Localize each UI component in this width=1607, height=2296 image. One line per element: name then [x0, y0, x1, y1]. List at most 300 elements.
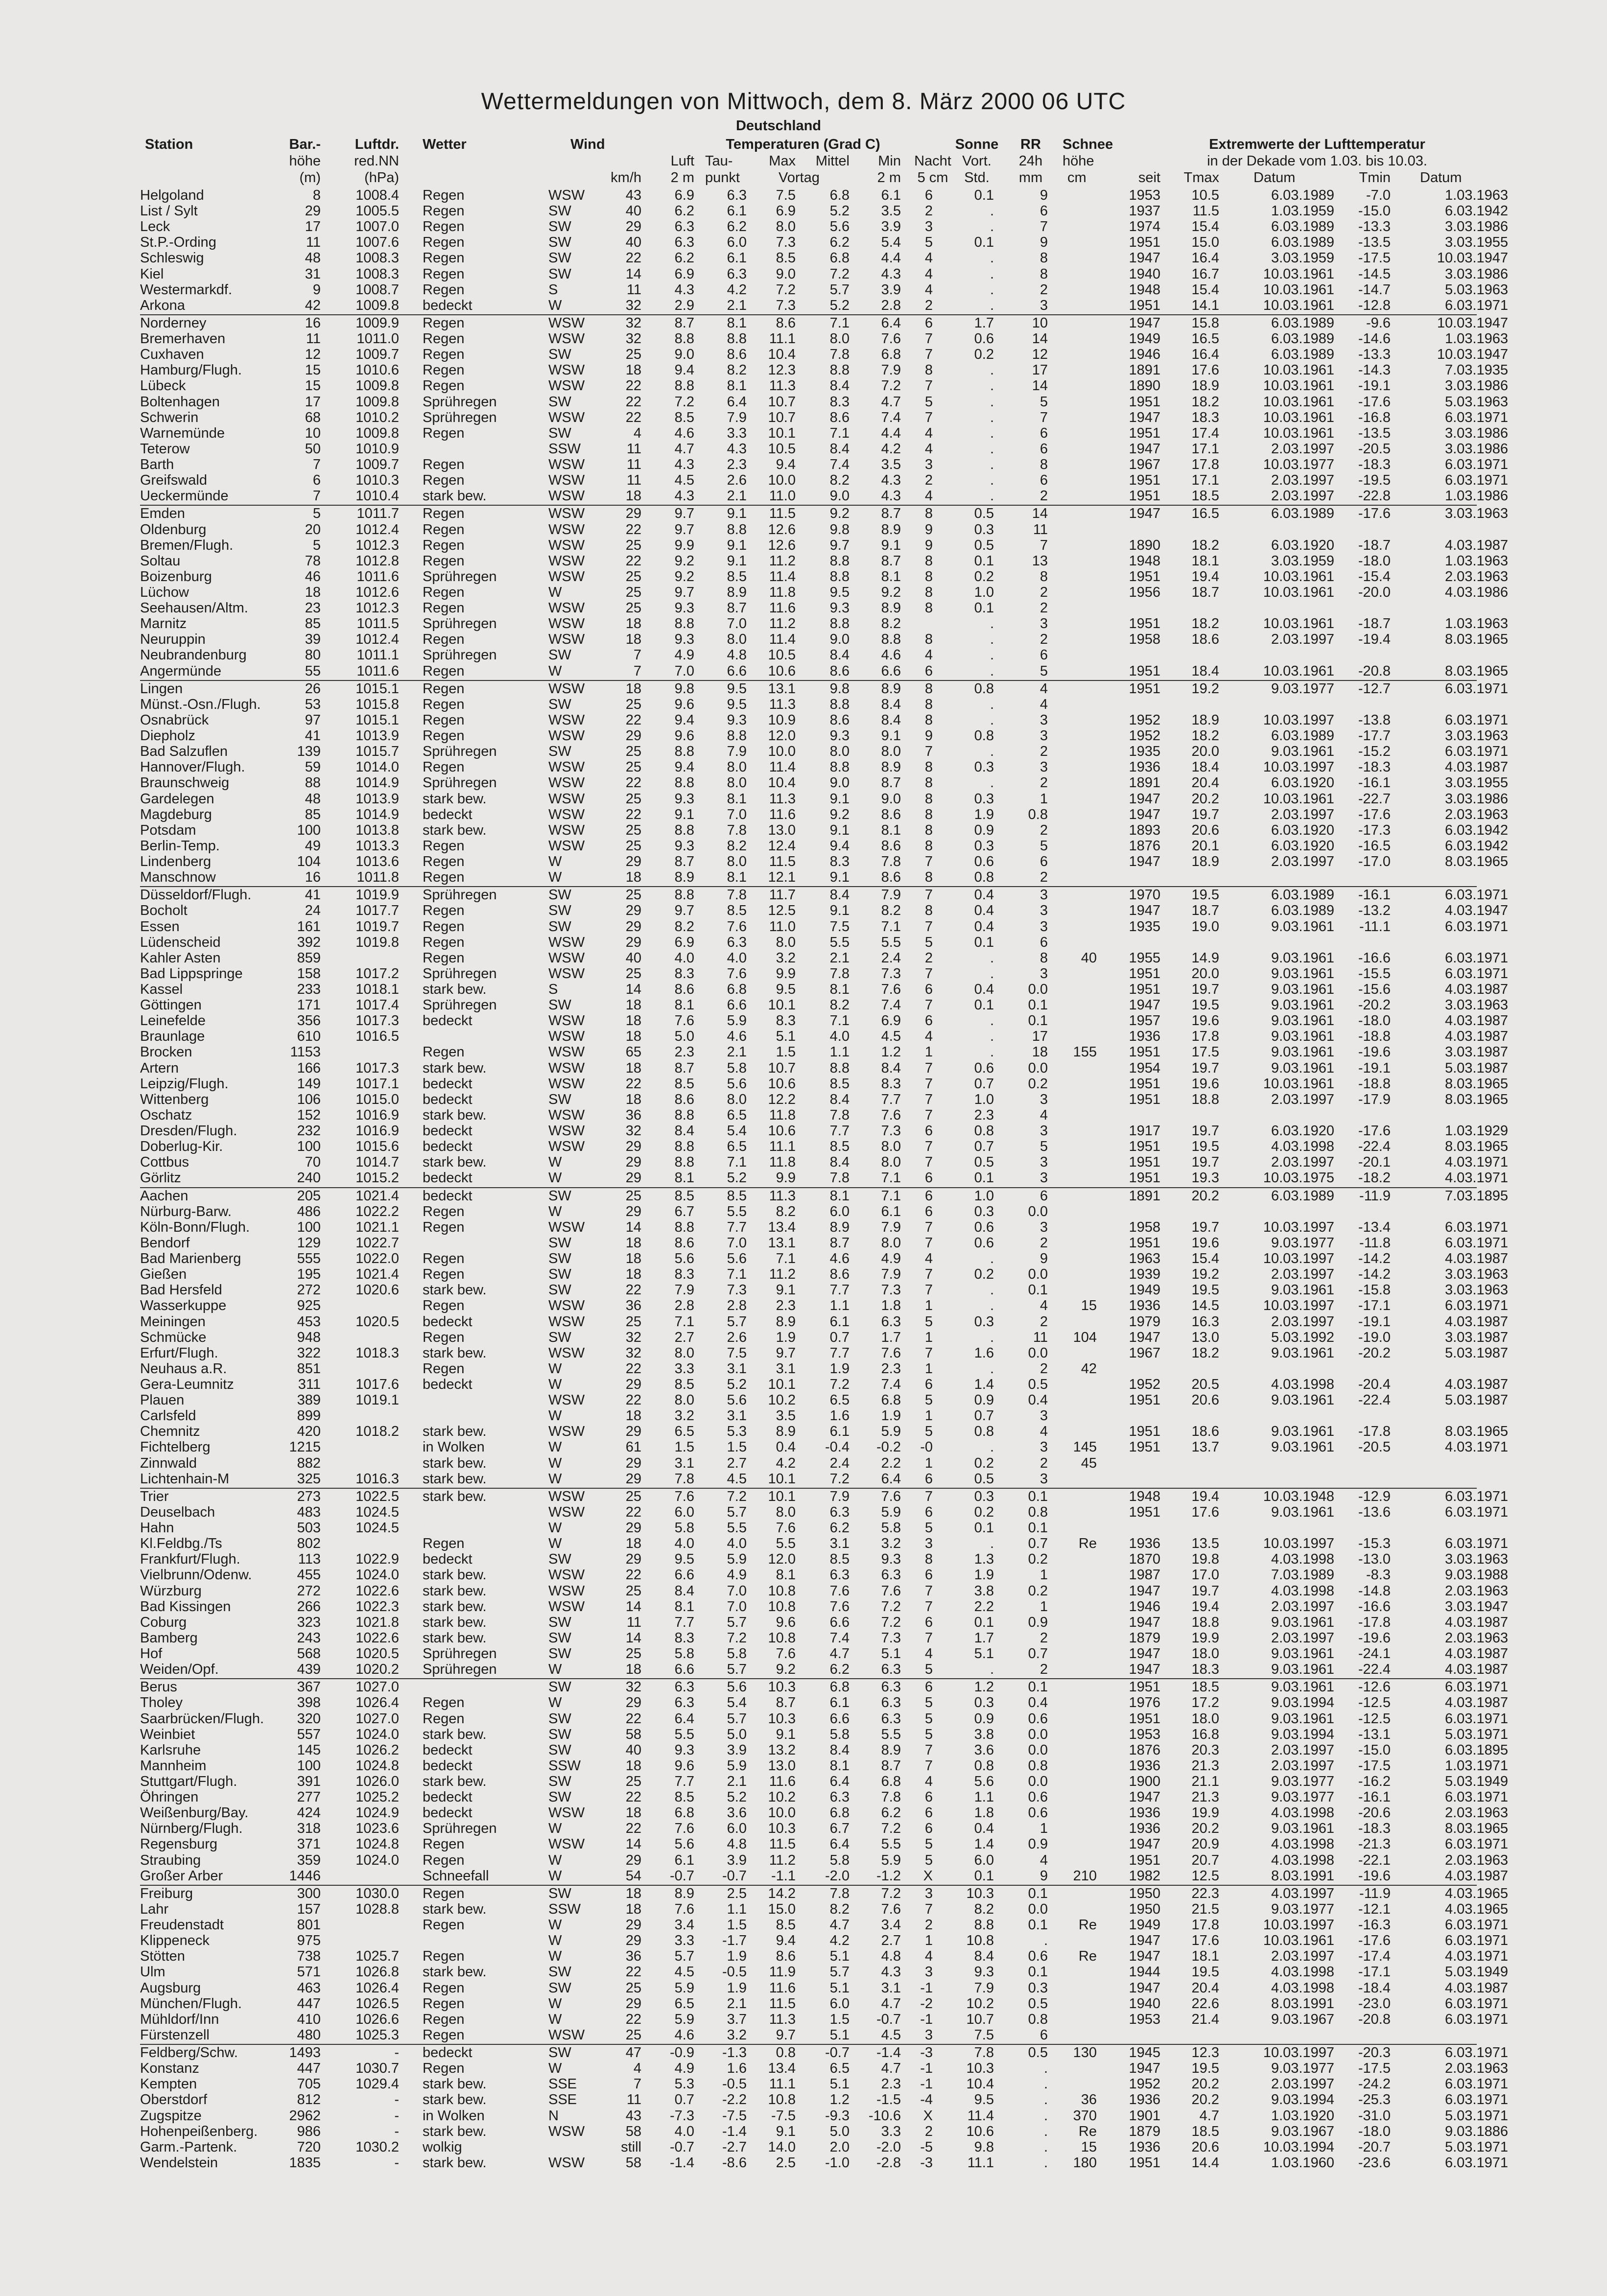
cell-height: 410 [297, 2011, 321, 2027]
cell-wind-speed: 32 [625, 315, 641, 331]
cell-temp-air: 8.5 [674, 409, 694, 425]
cell-sunshine: . [990, 425, 994, 441]
cell-precip: 8 [1040, 266, 1048, 282]
cell-dewpoint: 8.9 [727, 585, 747, 600]
cell-station: Bendorf [140, 1235, 190, 1251]
cell-precip: 1 [1040, 1598, 1048, 1615]
table-row [0, 1155, 1607, 1170]
cell-temp-min: 7.2 [881, 1598, 901, 1615]
cell-tmax: 13.7 [1191, 1439, 1219, 1455]
cell-temp-night: 9 [924, 728, 933, 744]
cell-snow: 130 [1073, 2045, 1097, 2061]
cell-temp-min: 7.9 [881, 1266, 901, 1283]
cell-temp-min: 7.9 [881, 1219, 901, 1235]
cell-temp-max: 12.0 [768, 1551, 796, 1568]
cell-station: Arkona [140, 297, 185, 313]
cell-temp-min: 8.0 [881, 1154, 901, 1171]
cell-temp-night: 6 [924, 1170, 933, 1186]
cell-tmax-date: 10.03.1997 [1263, 1219, 1334, 1235]
cell-wind-speed: 25 [625, 1583, 641, 1599]
cell-tmin-date: 4.03.1987 [1444, 1868, 1508, 1884]
cell-pressure: 1010.3 [355, 472, 399, 489]
cell-tmin: -20.7 [1358, 2139, 1391, 2155]
table-row [0, 951, 1607, 966]
cell-wind-dir: WSW [548, 680, 585, 697]
cell-temp-max: 11.5 [769, 1836, 796, 1852]
cell-temp-max: 10.8 [768, 2092, 796, 2108]
cell-temp-mean: 1.1 [829, 1044, 850, 1060]
cell-station: Bad Kissingen [140, 1598, 231, 1615]
cell-tmin-date: 3.03.1963 [1444, 506, 1508, 522]
cell-since: 1976 [1129, 1695, 1160, 1711]
cell-dewpoint: 3.9 [727, 1742, 747, 1758]
cell-weather: Regen [423, 1980, 465, 1996]
cell-height: 240 [297, 1170, 321, 1186]
cell-precip: 2 [1040, 822, 1048, 838]
cell-tmin: -12.7 [1358, 680, 1391, 697]
cell-tmax-date: 9.03.1961 [1271, 744, 1334, 760]
cell-temp-mean: 8.8 [829, 616, 850, 632]
cell-wind-speed: 14 [625, 982, 641, 997]
cell-tmin-date: 4.03.1987 [1444, 1662, 1508, 1678]
cell-temp-air: 5.7 [674, 1948, 694, 1965]
cell-sunshine: 0.2 [974, 1504, 994, 1520]
cell-temp-night: 7 [924, 409, 933, 425]
cell-temp-min: 7.2 [881, 1885, 901, 1901]
cell-tmax: 20.2 [1191, 1188, 1219, 1204]
cell-weather: Regen [423, 187, 465, 203]
cell-sunshine: 0.1 [974, 1170, 994, 1186]
cell-temp-min: 8.7 [881, 506, 901, 522]
table-row [0, 1805, 1607, 1821]
cell-tmin-date: 6.03.1971 [1444, 2011, 1508, 2027]
table-row [0, 807, 1607, 822]
cell-temp-mean: 4.7 [829, 1646, 850, 1662]
table-row [0, 1204, 1607, 1219]
cell-temp-air: 6.3 [674, 1679, 694, 1695]
cell-height: 59 [305, 759, 321, 775]
cell-tmin: -9.6 [1366, 315, 1391, 331]
cell-tmax: 16.8 [1191, 1726, 1219, 1742]
cell-tmax-date: 4.03.1998 [1271, 1377, 1334, 1392]
cell-station: Augsburg [140, 1980, 201, 1996]
cell-station: Tholey [140, 1695, 183, 1711]
cell-temp-min: 8.6 [881, 838, 901, 854]
cell-pressure: 1025.7 [355, 1948, 399, 1965]
cell-pressure: 1020.2 [355, 1662, 399, 1678]
cell-dewpoint: 5.2 [727, 1377, 747, 1392]
cell-temp-mean: 5.8 [829, 1726, 850, 1742]
cell-temp-max: 10.3 [768, 1821, 796, 1837]
cell-pressure: 1018.1 [355, 982, 399, 997]
cell-tmin-date: 2.03.1963 [1444, 1805, 1508, 1821]
cell-tmin: -7.0 [1366, 187, 1391, 203]
cell-precip: 3 [1040, 1439, 1048, 1455]
cell-temp-max: 8.9 [776, 1313, 796, 1330]
cell-temp-night: 4 [924, 1774, 933, 1789]
cell-tmin: -17.5 [1358, 250, 1391, 266]
cell-tmax: 17.4 [1191, 425, 1219, 441]
cell-dewpoint: 2.6 [727, 472, 747, 489]
header-max: Max [769, 153, 796, 169]
cell-precip: . [1043, 2076, 1048, 2092]
cell-temp-night: 8 [924, 680, 933, 697]
cell-temp-min: 5.9 [881, 1504, 901, 1520]
cell-wind-speed: 29 [625, 1154, 641, 1171]
cell-weather: bedeckt [423, 1188, 473, 1204]
cell-station: Plauen [140, 1392, 185, 1408]
cell-since: 1951 [1129, 1076, 1160, 1092]
cell-tmin: -20.1 [1358, 1154, 1391, 1171]
header-nacht-b: 5 cm [917, 170, 948, 186]
cell-weather: stark bew. [423, 791, 487, 807]
cell-tmax: 12.5 [1191, 1868, 1219, 1884]
cell-height: 975 [297, 1933, 321, 1949]
cell-temp-max: 12.0 [768, 728, 796, 744]
cell-wind-dir: SW [548, 2045, 571, 2061]
header-wetter: Wetter [423, 137, 467, 152]
cell-precip: 2 [1040, 1630, 1048, 1646]
cell-tmin-date: 8.03.1965 [1444, 1821, 1508, 1837]
cell-temp-night: 8 [924, 775, 933, 791]
cell-tmin-date: 3.03.1963 [1444, 1282, 1508, 1298]
cell-precip: 4 [1040, 1298, 1048, 1314]
table-row [0, 1521, 1607, 1536]
cell-dewpoint: 6.1 [727, 250, 747, 266]
cell-wind-dir: SW [548, 1789, 571, 1805]
cell-sunshine: 1.7 [974, 315, 994, 331]
cell-precip: 0.0 [1028, 1060, 1048, 1076]
cell-pressure: 1020.5 [355, 1313, 399, 1330]
cell-since: 1956 [1129, 585, 1160, 600]
table-row [0, 1680, 1607, 1695]
cell-temp-max: 9.6 [776, 1614, 796, 1630]
header-luft-a: Luft [670, 153, 694, 169]
cell-tmax-date: 1.03.1960 [1271, 2155, 1334, 2171]
cell-pressure: 1022.5 [355, 1488, 399, 1504]
cell-sunshine: 0.3 [974, 521, 994, 538]
cell-pressure: 1017.6 [355, 1377, 399, 1392]
cell-height: 243 [297, 1630, 321, 1646]
header-bar2: höhe [289, 153, 321, 169]
cell-temp-night: 7 [924, 347, 933, 363]
cell-temp-min: 9.1 [881, 728, 901, 744]
cell-tmax-date: 4.03.1998 [1271, 1583, 1334, 1599]
cell-dewpoint: 7.1 [727, 1154, 747, 1171]
cell-tmax-date: 9.03.1977 [1271, 2061, 1334, 2077]
cell-station: Zugspitze [140, 2108, 202, 2124]
cell-weather: stark bew. [423, 1060, 487, 1076]
cell-station: Stötten [140, 1948, 185, 1965]
cell-temp-air: 3.3 [674, 1360, 694, 1377]
cell-tmax-date: 2.03.1997 [1271, 1742, 1334, 1758]
cell-precip: 7 [1040, 409, 1048, 425]
cell-sunshine: 1.1 [974, 1789, 994, 1805]
cell-temp-air: 6.3 [674, 219, 694, 235]
cell-tmax: 16.4 [1191, 347, 1219, 363]
cell-since: 1870 [1129, 1551, 1160, 1568]
cell-height: 2962 [289, 2108, 321, 2124]
cell-tmax: 18.5 [1191, 488, 1219, 504]
cell-temp-max: 10.7 [768, 394, 796, 410]
cell-dewpoint: 5.2 [727, 1170, 747, 1186]
cell-weather: stark bew. [423, 1630, 487, 1646]
cell-since: 1947 [1129, 854, 1160, 870]
cell-pressure: 1017.1 [355, 1076, 399, 1092]
cell-temp-mean: 8.4 [829, 441, 850, 457]
cell-height: 705 [297, 2076, 321, 2092]
header-seit: seit [1138, 170, 1160, 186]
cell-tmax: 18.2 [1191, 616, 1219, 632]
cell-tmin: -16.1 [1358, 1789, 1391, 1805]
cell-temp-mean: 7.1 [829, 1013, 850, 1029]
cell-sunshine: 0.9 [974, 1392, 994, 1408]
cell-dewpoint: 7.0 [727, 616, 747, 632]
cell-temp-air: 8.5 [674, 1377, 694, 1392]
cell-wind-speed: 43 [625, 187, 641, 203]
cell-temp-max: 9.0 [776, 266, 796, 282]
cell-temp-max: 9.9 [776, 1170, 796, 1186]
cell-tmax-date: 9.03.1967 [1271, 2011, 1334, 2027]
cell-temp-min: 3.2 [881, 1536, 901, 1552]
cell-temp-mean: 6.3 [829, 1567, 850, 1583]
cell-wind-speed: 25 [625, 1774, 641, 1789]
cell-station: Hof [140, 1646, 163, 1662]
cell-wind-dir: WSW [548, 1139, 585, 1155]
cell-height: 359 [297, 1852, 321, 1868]
cell-tmin-date: 5.03.1987 [1444, 1392, 1508, 1408]
cell-station: Lichtenhain-M [140, 1471, 230, 1487]
cell-wind-dir: SW [548, 266, 571, 282]
cell-temp-night: 7 [924, 1488, 933, 1504]
cell-tmax: 21.5 [1191, 1901, 1219, 1917]
cell-tmin: -16.1 [1358, 775, 1391, 791]
cell-tmin: -21.3 [1358, 1836, 1391, 1852]
cell-dewpoint: 5.6 [727, 1392, 747, 1408]
cell-dewpoint: 8.1 [727, 378, 747, 394]
cell-tmin-date: 4.03.1971 [1444, 1154, 1508, 1171]
cell-since: 1974 [1129, 219, 1160, 235]
cell-temp-mean: 8.8 [829, 553, 850, 569]
cell-weather: Regen [423, 950, 465, 966]
cell-tmax-date: 6.03.1989 [1271, 506, 1334, 522]
cell-tmax-date: 6.03.1920 [1271, 537, 1334, 553]
cell-temp-max: 8.9 [776, 1424, 796, 1440]
cell-temp-air: 4.5 [674, 1964, 694, 1980]
cell-tmin: -19.6 [1358, 1630, 1391, 1646]
cell-temp-night: 7 [924, 1757, 933, 1774]
cell-since: 1951 [1129, 394, 1160, 410]
cell-dewpoint: -0.5 [722, 1964, 747, 1980]
cell-temp-night: 7 [924, 1091, 933, 1107]
cell-tmax-date: 10.03.1997 [1263, 1298, 1334, 1314]
cell-temp-night: 8 [924, 869, 933, 886]
cell-dewpoint: -2.2 [722, 2092, 747, 2108]
cell-temp-max: 11.8 [769, 1107, 796, 1123]
cell-dewpoint: 5.5 [727, 1203, 747, 1219]
cell-weather: Regen [423, 869, 465, 886]
cell-weather: Regen [423, 1251, 465, 1267]
table-row [0, 1424, 1607, 1439]
cell-temp-night: 3 [924, 219, 933, 235]
cell-tmin: -20.4 [1358, 1377, 1391, 1392]
cell-tmax: 19.9 [1191, 1630, 1219, 1646]
cell-tmin: -14.2 [1358, 1266, 1391, 1283]
cell-temp-min: 8.7 [881, 1757, 901, 1774]
cell-temp-night: -1 [920, 2061, 933, 2077]
cell-wind-dir: N [548, 2108, 559, 2124]
cell-tmax: 16.7 [1191, 266, 1219, 282]
cell-tmax-date: 9.03.1961 [1271, 1646, 1334, 1662]
cell-since: 1917 [1129, 1123, 1160, 1139]
cell-wind-dir: WSW [548, 1029, 585, 1045]
cell-temp-min: -1.5 [876, 2092, 901, 2108]
cell-dewpoint: 8.5 [727, 1188, 747, 1204]
cell-weather: bedeckt [423, 1313, 473, 1330]
cell-temp-night: 8 [924, 759, 933, 775]
cell-temp-mean: 4.7 [829, 1917, 850, 1933]
cell-sunshine: . [990, 1044, 994, 1060]
cell-weather: Sprühregen [423, 394, 497, 410]
cell-tmax-date: 2.03.1997 [1271, 2076, 1334, 2092]
cell-temp-night: 5 [924, 1313, 933, 1330]
cell-temp-min: 7.6 [881, 1901, 901, 1917]
header-extreme: Extremwerte der Lufttemperatur [1209, 137, 1425, 152]
cell-pressure: 1026.5 [355, 1995, 399, 2012]
cell-temp-mean: 7.6 [829, 1598, 850, 1615]
cell-sunshine: 10.4 [966, 2076, 994, 2092]
cell-height: 367 [297, 1679, 321, 1695]
cell-sunshine: . [990, 696, 994, 712]
cell-precip: 0.6 [1028, 1948, 1048, 1965]
cell-tmax: 4.7 [1199, 2108, 1219, 2124]
cell-tmax: 16.4 [1191, 250, 1219, 266]
cell-temp-mean: 7.4 [829, 1630, 850, 1646]
cell-wind-dir: SW [548, 347, 571, 363]
cell-dewpoint: -1.4 [722, 2123, 747, 2139]
cell-tmax-date: 6.03.1989 [1271, 315, 1334, 331]
cell-tmin-date: 6.03.1971 [1444, 1235, 1508, 1251]
cell-weather: bedeckt [423, 1742, 473, 1758]
cell-precip: 11 [1033, 1329, 1048, 1345]
cell-tmax-date: 9.03.1961 [1271, 1821, 1334, 1837]
cell-wind-speed: 14 [625, 1598, 641, 1615]
cell-sunshine: . [990, 1360, 994, 1377]
cell-tmin-date: 3.03.1955 [1444, 775, 1508, 791]
cell-dewpoint: 2.5 [727, 1885, 747, 1901]
cell-wind-dir: SW [548, 1329, 571, 1345]
cell-tmax-date: 9.03.1961 [1271, 1029, 1334, 1045]
cell-temp-min: 8.4 [881, 1060, 901, 1076]
cell-temp-min: 8.6 [881, 806, 901, 822]
cell-dewpoint: 8.0 [727, 1091, 747, 1107]
cell-temp-air: 8.5 [674, 1076, 694, 1092]
cell-temp-mean: 4.0 [829, 1029, 850, 1045]
cell-tmin: -23.0 [1358, 1995, 1391, 2012]
cell-precip: 0.0 [1028, 1774, 1048, 1789]
cell-tmax-date: 9.03.1994 [1271, 2092, 1334, 2108]
cell-wind-dir: W [548, 2061, 562, 2077]
header-wind: Wind [570, 137, 605, 152]
cell-tmin-date: 3.03.1986 [1444, 266, 1508, 282]
cell-pressure: 1024.8 [355, 1836, 399, 1852]
cell-height: 323 [297, 1614, 321, 1630]
cell-tmax: 18.5 [1191, 2123, 1219, 2139]
cell-wind-dir: WSW [548, 728, 585, 744]
table-row [0, 1171, 1607, 1186]
cell-tmax: 22.6 [1191, 1995, 1219, 2012]
cell-pressure: 1007.0 [355, 219, 399, 235]
cell-temp-min: 5.9 [881, 1424, 901, 1440]
cell-wind-dir: WSW [548, 1805, 585, 1821]
cell-tmin: -20.3 [1358, 2045, 1391, 2061]
cell-station: Hahn [140, 1520, 174, 1536]
cell-weather: Regen [423, 854, 465, 870]
cell-tmin: -17.8 [1358, 1614, 1391, 1630]
cell-height: 272 [297, 1583, 321, 1599]
cell-temp-min: 3.1 [881, 1980, 901, 1996]
cell-temp-air: 8.5 [674, 1789, 694, 1805]
cell-sunshine: 3.8 [974, 1583, 994, 1599]
cell-tmax-date: 9.03.1961 [1271, 1439, 1334, 1455]
table-row [0, 2061, 1607, 2076]
cell-tmin-date: 2.03.1963 [1444, 2061, 1508, 2077]
cell-temp-mean: 9.0 [829, 775, 850, 791]
cell-since: 1947 [1129, 250, 1160, 266]
cell-dewpoint: 8.0 [727, 854, 747, 870]
header-nacht-a: Nacht [914, 153, 951, 169]
cell-since: 1967 [1129, 457, 1160, 473]
cell-height: 232 [297, 1123, 321, 1139]
cell-temp-min: 5.5 [881, 1726, 901, 1742]
cell-tmin-date: 6.03.1971 [1444, 1679, 1508, 1695]
cell-tmin-date: 6.03.1971 [1444, 1488, 1508, 1504]
cell-wind-speed: 25 [625, 759, 641, 775]
cell-tmax-date: 4.03.1998 [1271, 1551, 1334, 1568]
cell-dewpoint: 5.8 [727, 1060, 747, 1076]
cell-tmax: 19.7 [1191, 806, 1219, 822]
cell-temp-max: 10.5 [768, 647, 796, 663]
cell-tmin-date: 4.03.1987 [1444, 1614, 1508, 1630]
cell-height: 1215 [289, 1439, 321, 1455]
table-row [0, 1711, 1607, 1727]
cell-precip: 2 [1040, 1235, 1048, 1251]
cell-since: 1951 [1129, 1139, 1160, 1155]
cell-weather: stark bew. [423, 1345, 487, 1361]
cell-station: Freudenstadt [140, 1917, 224, 1933]
cell-station: Neuruppin [140, 632, 206, 648]
cell-tmin-date: 1.03.1986 [1444, 488, 1508, 504]
cell-snow: 42 [1081, 1360, 1097, 1377]
cell-temp-night: 6 [924, 1789, 933, 1805]
cell-precip: 0.8 [1028, 2011, 1048, 2027]
cell-tmin: -14.5 [1358, 266, 1391, 282]
cell-wind-speed: 4 [633, 425, 641, 441]
cell-tmin: -17.6 [1358, 394, 1391, 410]
table-row [0, 697, 1607, 712]
cell-temp-mean: 8.5 [829, 1139, 850, 1155]
cell-temp-air: 6.7 [674, 1203, 694, 1219]
table-row [0, 935, 1607, 950]
cell-tmin-date: 6.03.1971 [1444, 950, 1508, 966]
cell-temp-min: 2.7 [881, 1933, 901, 1949]
cell-wind-speed: 43 [625, 2108, 641, 2124]
cell-height: 166 [297, 1060, 321, 1076]
cell-height: 277 [297, 1789, 321, 1805]
table-row [0, 792, 1607, 807]
cell-weather: Sprühregen [423, 744, 497, 760]
cell-tmin-date: 3.03.1963 [1444, 1266, 1508, 1283]
